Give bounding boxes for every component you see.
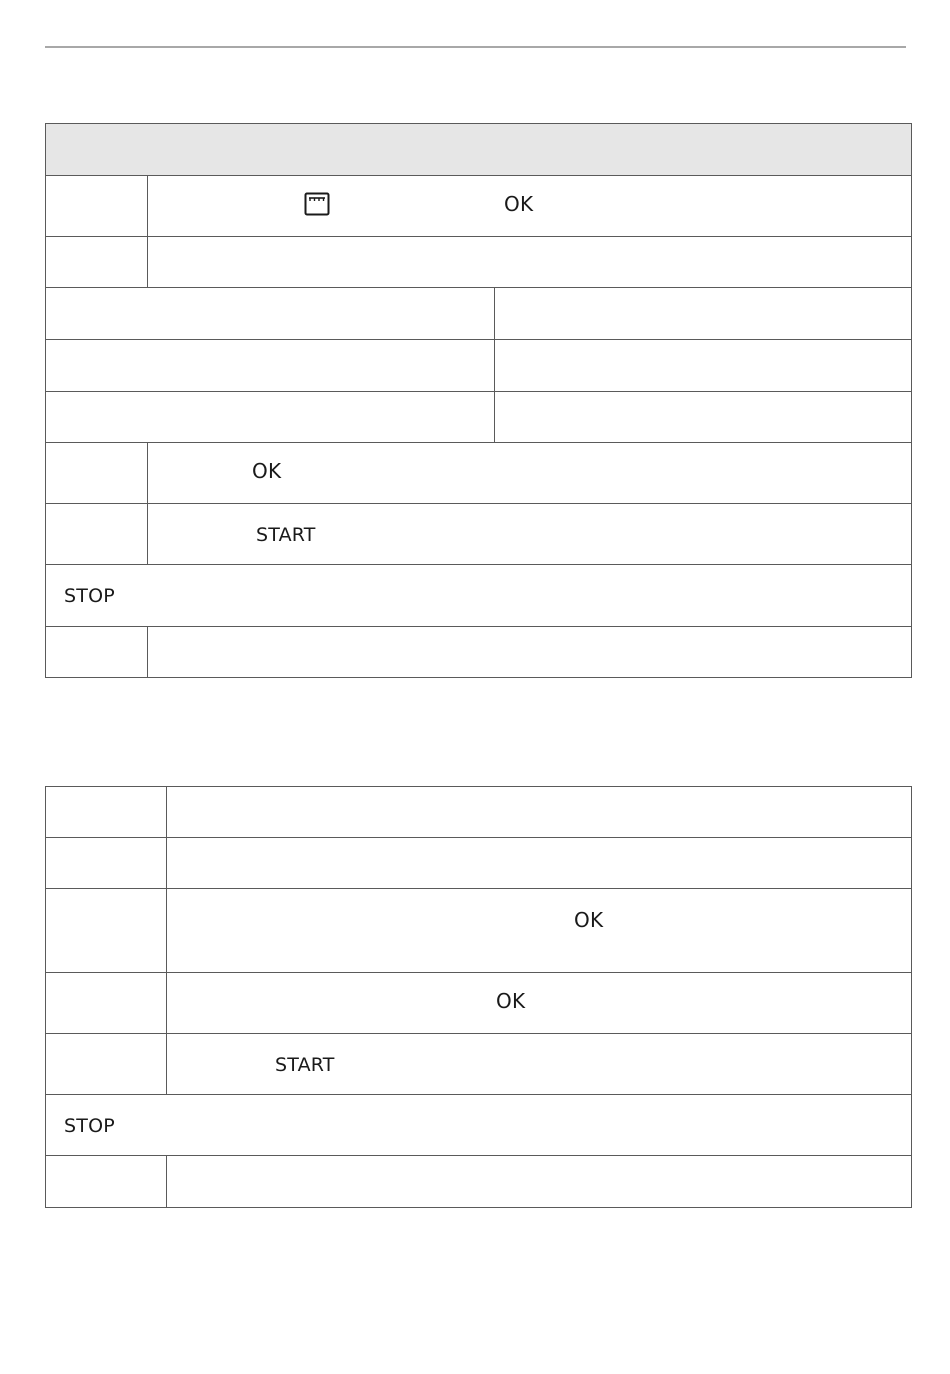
table-row [45,786,912,838]
column-divider [166,1034,167,1094]
table-row [45,443,912,504]
oven-top-heat-icon [304,192,330,216]
procedure-table-2 [45,786,912,1208]
stop-key-label: STOP [64,1115,115,1137]
table-row [45,392,912,443]
column-divider [166,1156,167,1207]
table-row [45,176,912,237]
ok-key-label: OK [252,459,282,483]
ok-key-label: OK [496,989,526,1013]
table-row [45,889,912,973]
column-divider [147,504,148,564]
table-row [45,1034,912,1095]
page-top-rule [45,46,906,48]
column-divider [166,889,167,972]
table-row [45,627,912,678]
start-key-label: START [275,1054,335,1076]
ok-key-label: OK [574,908,604,932]
column-divider [147,176,148,236]
table-row [45,340,912,392]
column-divider [166,973,167,1033]
column-divider [147,237,148,287]
table-row [45,288,912,340]
column-divider [494,392,495,442]
table-row [45,1095,912,1156]
table-header-row [45,123,912,176]
start-key-label: START [256,524,316,546]
stop-key-label: STOP [64,585,115,607]
column-divider [166,838,167,888]
table-row [45,565,912,627]
table-row [45,1156,912,1208]
column-divider [494,340,495,391]
column-divider [494,288,495,339]
table-row [45,237,912,288]
table-row [45,973,912,1034]
table-row [45,838,912,889]
table-row [45,504,912,565]
column-divider [166,787,167,837]
column-divider [147,443,148,503]
ok-key-label: OK [504,192,534,216]
procedure-table-1 [45,123,912,678]
column-divider [147,627,148,677]
